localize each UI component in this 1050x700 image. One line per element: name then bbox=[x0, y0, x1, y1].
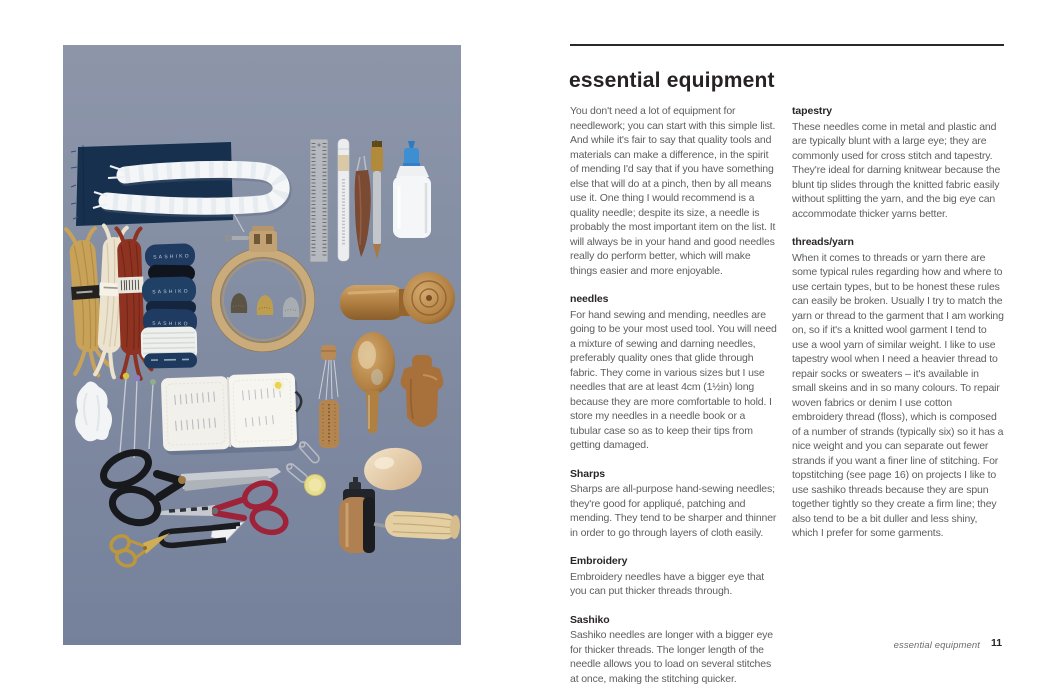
section-body-sashiko: Sashiko needles are longer with a bigger eye for thicker threads. The longer length of the needle allows you to load on several stitches at once, making the stitching quicker. bbox=[570, 629, 773, 685]
shears-bolt bbox=[178, 476, 186, 484]
needle-book bbox=[161, 372, 303, 455]
section-body-threads-yarn: When it comes to threads or yarn there are some typical rules regarding how and where to use certain types, but to be honest these rules can easily be broken. Usually I try to match the yarn or thread to the garment that I am working on, so if it's a knitted wool garment I tend to use a wool yarn of similar weight. I like to use tapestry wool when I need a heavier thread to repair socks or sweaters – it's available in small skeins and in so many colours. To repair woven fabrics or denim I use cotton embroidery thread (floss), which is composed of a number of strands (typically six) so it has a nice weight and you can separate out fewer strands if you want a finer line of stitching. For topstitching (see page 16) on projects I like to use sashiko threads because they are spun together tightly so they create a firm line; they also tend to be a bit duller and less shiny, which I prefer for some garments. bbox=[792, 251, 1004, 539]
title-rule bbox=[570, 44, 1004, 46]
right-text-column bbox=[792, 104, 1004, 555]
section-heading-tapestry: tapestry bbox=[792, 105, 833, 117]
section-heading-sharps: Sharps bbox=[570, 467, 605, 480]
section-body-tapestry: These needles come in metal and plastic and are typically blunt with a large eye; they are commonly used for cross stitch and tapestry. They're ideal for darning knitwear because the blunt tip slides through the knitted fabric easily without splitting the yarn, and the big eye can accommodate thicker yarns better. bbox=[792, 120, 1001, 220]
section-heading-threads-yarn: threads/yarn bbox=[792, 236, 854, 248]
page-title: essential equipment bbox=[569, 69, 775, 93]
sashiko-card-label-2: SASHIKO bbox=[152, 288, 190, 296]
pin-head-green bbox=[150, 379, 156, 385]
equipment-photo-canvas bbox=[63, 45, 461, 645]
equipment-photo bbox=[63, 45, 461, 645]
section-body-embroidery: Embroidery needles have a bigger eye that you can put thicker threads through. bbox=[570, 570, 765, 597]
sashiko-card-label-1: SASHIKO bbox=[153, 253, 191, 261]
left-text-column bbox=[570, 104, 778, 700]
beeswax-disc bbox=[305, 475, 326, 496]
sashiko-thread-cards bbox=[141, 243, 198, 368]
section-heading-sashiko: Sashiko bbox=[570, 613, 610, 626]
section-body-sharps: Sharps are all-purpose hand-sewing needles; they're good for appliqué, patching and mending. They tend to be sharper and thinner in order to go through layers of cloth easily. bbox=[570, 483, 777, 539]
metal-ruler bbox=[310, 139, 328, 262]
section-heading-embroidery: Embroidery bbox=[570, 555, 628, 567]
marking-pen bbox=[338, 139, 349, 261]
page-number: 11 bbox=[991, 637, 1003, 649]
pin-head-yellow bbox=[123, 373, 129, 379]
section-body-needles: For hand sewing and mending, needles are going to be your most used tool. You will need a mixture of sewing and darning needles, preferably quality ones that glide through fabric. They come in various sizes but I use needles that are at least 4cm (1½in) long because they are more comfortable to hold. I store my needles in a needle book or a tubular case so as to keep their tips from getting damaged. bbox=[570, 308, 777, 451]
intro-paragraph: You don't need a lot of equipment for needlework; you can start with this simple list. And while it's fair to say that quality tools and materials can make a difference, in the spirit of mending I'd say that if you have something else that will do at a pinch, then by all means use it. One thing I would recommend is a quality needle; despite its size, a needle is probably the most important item on the list. It will always be in your hand and good needles really do perform better, which will make things easier and more enjoyable. bbox=[570, 105, 776, 277]
section-heading-needles: needles bbox=[570, 293, 609, 305]
pin-head-purple bbox=[134, 375, 140, 381]
footer-section-label: essential equipment bbox=[893, 640, 980, 651]
sashiko-card-label-3: SASHIKO bbox=[152, 320, 190, 328]
